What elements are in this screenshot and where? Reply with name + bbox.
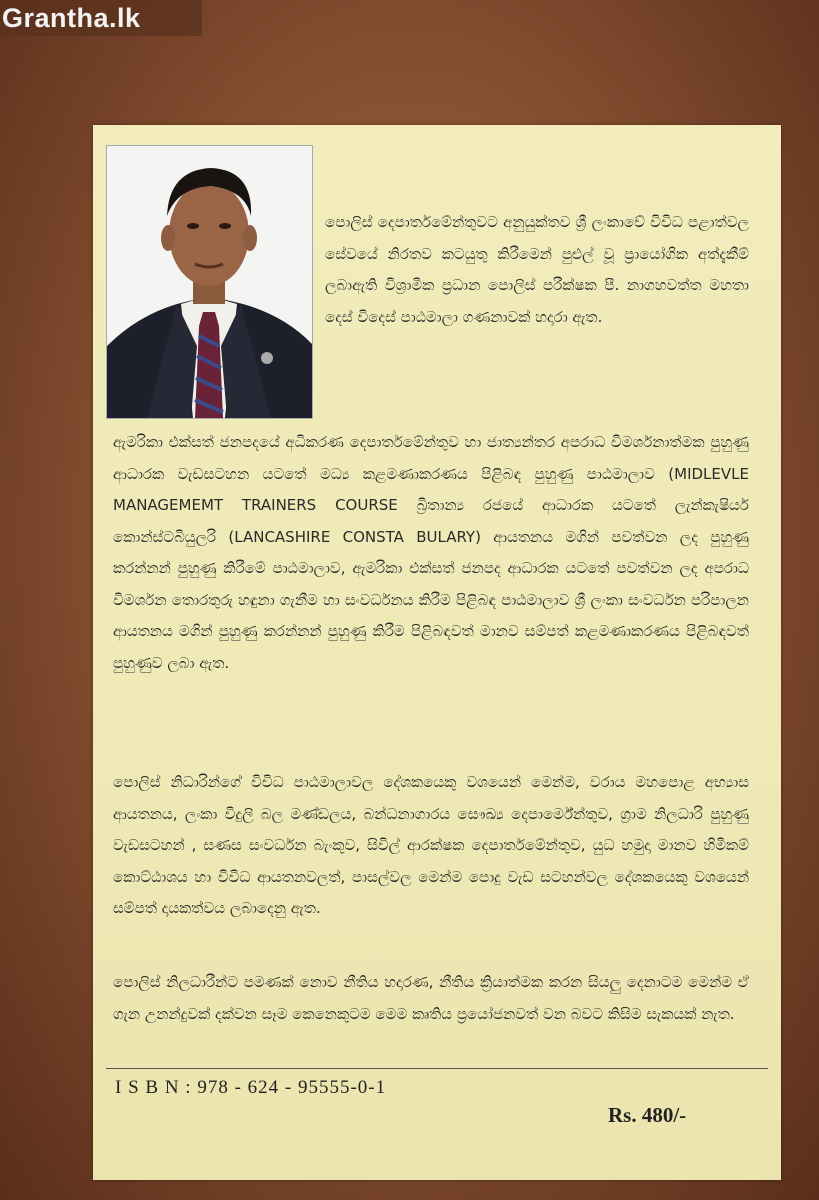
book-price: Rs. 480/- xyxy=(608,1103,687,1127)
training-paragraph: ඇමරිකා එක්සත් ජනපදයේ අධිකරණ දෙපාර්තමේන්තුව හා ජාත්‍යන්තර අපරාධ විමර්ශනාත්මක පුහුණු ආධාරක වැඩසටහන යටතේ මධ්‍ය කළමණාකරණය පිළිබඳ පුහුණු පාඨමාලාව (MIDLEVLE MANAGEMEMT TRAINERS COURSE බ්‍රිතාන්‍ය රජයේ ආධාරක යටතේ ලැන්කැෂියර් කොන්ස්ටබියුලරි (LANCASHIRE CONSTA BULARY) ආයතනය මගින් පවත්වන ලද පුහුණු කරන්නන් පුහුණු කිරීමේ පාඨමාලාව, ඇමරිකා එක්සත් ජනපද ආධාරක යටතේ පවත්වන ලද අපරාධ විමර්ශන තොරතුරු හඳුනා ගැනීම හා සංවර්ධනය කිරීම පිළිබඳ පාඨමාලාව ශ්‍රී ලංකා සංවර්ධන පරිපාලන ආයතනය මගින් පුහුණු කරන්නන් පුහුණු කිරීම පිළිබඳවත් මානව සම්පත් කළමණාකරණය පිළිබඳවත් පුහුණුව ලබා ඇත. xyxy=(113,433,749,672)
lecturer-paragraph: පොලිස් නිධාරින්ගේ විවිධ පාඨමාලාවල දේශකයෙකු වශයෙන් මෙන්ම, වරාය මහපොළ අභ්‍යාස ආයතනය, ලංකා විදුලි බල මණ්ඩලය, බන්ධනාගාරය සෞඛ්‍ය දෙපාර්මේන්තුව, ග්‍රාම නිලධාරි පුහුණු වැඩසටහන් , සණස සංවර්ධන බැංකුව, සිවිල් ආරක්ෂක දෙපාර්තමේන්තුව, යුධ හමුදා මානව හිමිකම් කොට්ඨාශය හා විවිධ ආයතනවලත්, පාසල්වල මෙන්ම පොදු වැඩ සටහන්වල දේශකයෙකු වශයෙන් සම්පත් දායකත්වය ලබාදෙනු ඇත. xyxy=(113,773,749,917)
author-photo xyxy=(106,145,313,419)
back-cover-panel xyxy=(93,125,781,1180)
author-portrait-image xyxy=(107,146,312,418)
intro-paragraph: පොලිස් දෙපාර්තමේන්තුවට අනුයුක්තව ශ්‍රී ලංකාවේ විවිධ පළාත්වල සේවයේ නිරතව කටයුතු කිරීමෙන් පුළුල් වූ ප්‍රායෝගික අත්දැකීම් ලබාඇති විශ්‍රාමික ප්‍රධාන පොලිස් පරීක්ෂක පී. නාගහවත්ත මහතා දෙස් විදෙස් පාඨමාලා ගණනාවක් හදාරා ඇත. xyxy=(325,213,749,326)
isbn-number: I S B N : 978 - 624 - 95555-0-1 xyxy=(115,1077,387,1098)
site-watermark: Grantha.lk xyxy=(0,0,202,36)
divider-line xyxy=(106,1068,768,1069)
recommendation-paragraph: පොලිස් නිලධාරීන්ට පමණක් නොව නීතිය හදාරණ, නීතිය ක්‍රියාත්මක කරන සියලු දෙනාටම මෙන්ම ඒ ගැන උනන්දුවක් දක්වන සෑම කෙනෙකුටම මෙම කෘතිය ප්‍රයෝජනවත් වන බවට කිසිම සැකයක් නැත. xyxy=(113,973,749,1023)
